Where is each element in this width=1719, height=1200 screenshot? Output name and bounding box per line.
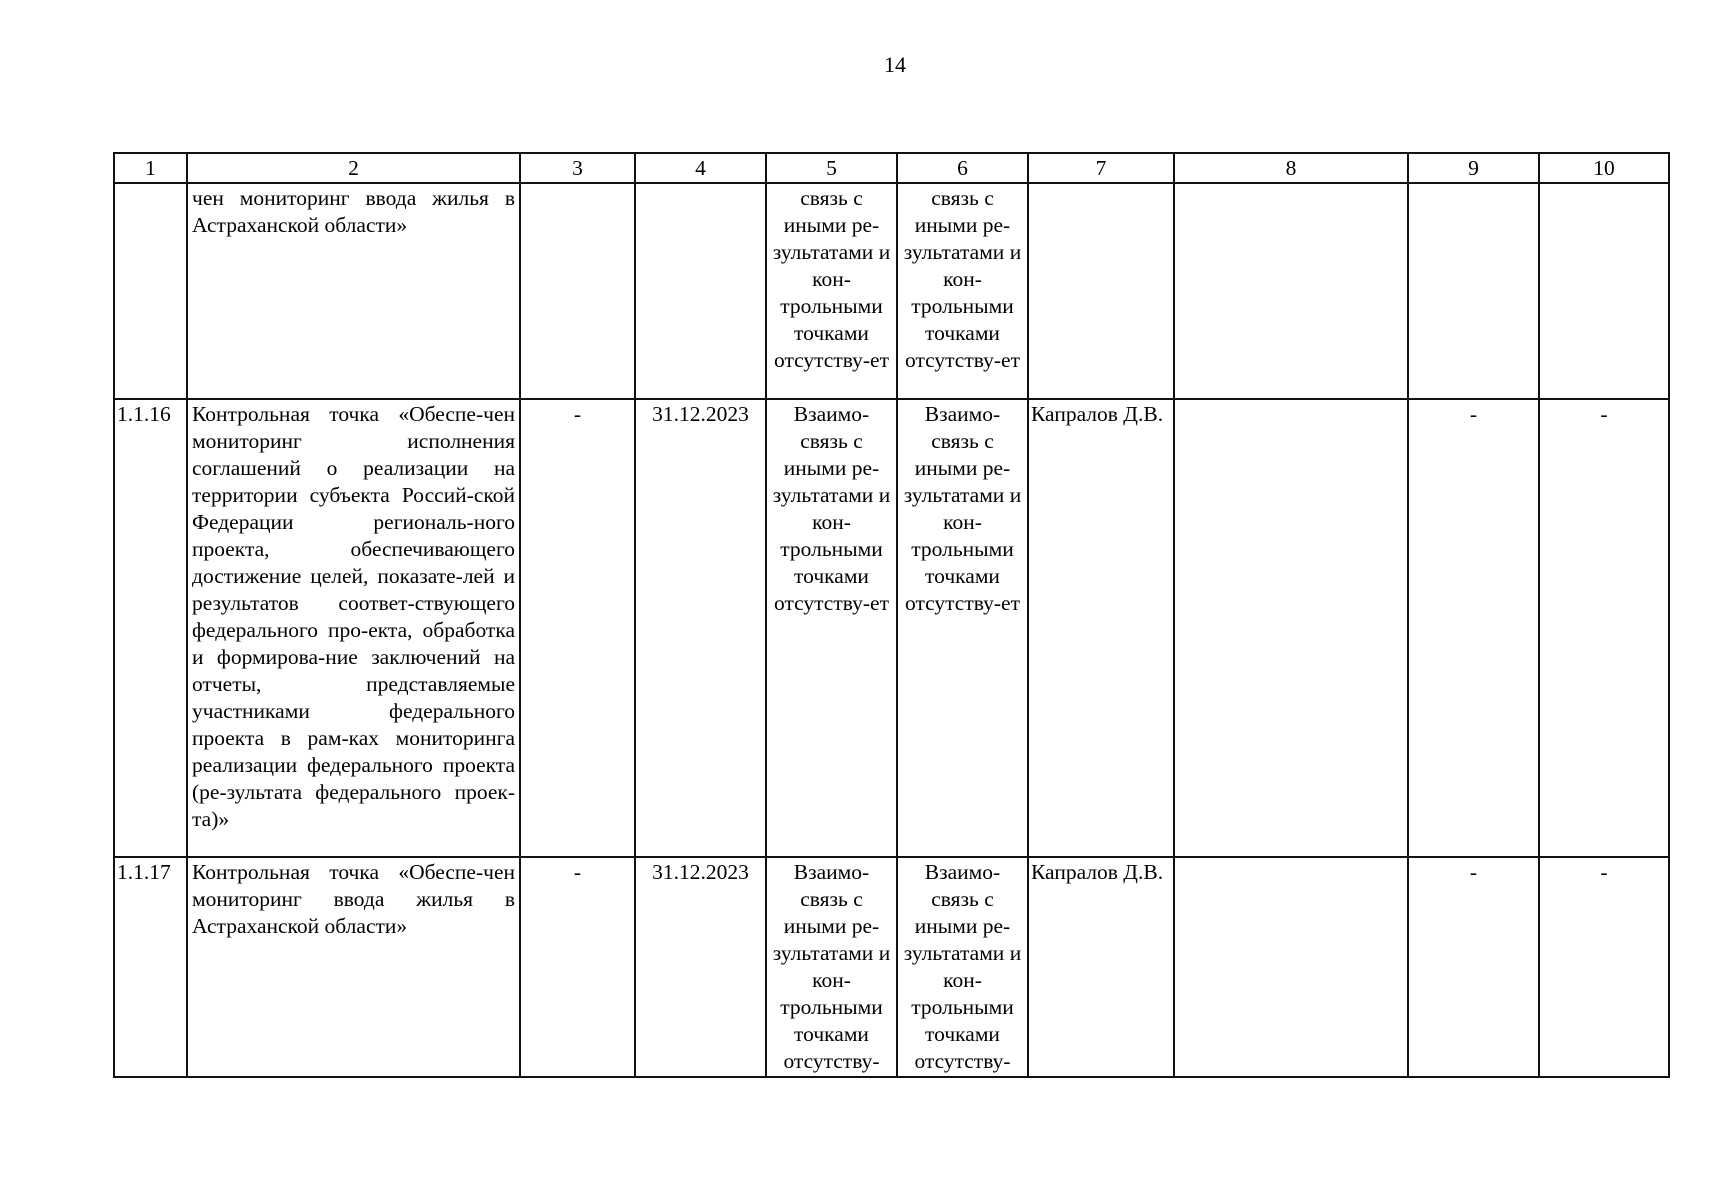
- cell-responsible: [1028, 183, 1174, 399]
- column-header: 10: [1539, 153, 1669, 183]
- cell-col10: [1539, 183, 1669, 399]
- column-header: 7: [1028, 153, 1174, 183]
- column-header: 4: [635, 153, 766, 183]
- cell-col3: [520, 183, 635, 399]
- cell-date: 31.12.2023: [635, 399, 766, 857]
- column-header: 2: [187, 153, 520, 183]
- column-header: 5: [766, 153, 897, 183]
- cell-col8: [1174, 183, 1408, 399]
- cell-date: 31.12.2023: [635, 857, 766, 1077]
- cell-date: [635, 183, 766, 399]
- cell-col10: -: [1539, 399, 1669, 857]
- cell-relation-5: Взаимо-связь с иными ре-зультатами и кон-трольными точками отсутству-: [766, 857, 897, 1077]
- cell-relation-6: Взаимо-связь с иными ре-зультатами и кон-трольными точками отсутству-: [897, 857, 1028, 1077]
- column-header: 9: [1408, 153, 1539, 183]
- cell-relation-6: связь с иными ре-зультатами и кон-трольными точками отсутству-ет: [897, 183, 1028, 399]
- table-row: [114, 183, 1669, 399]
- cell-col9: [1408, 183, 1539, 399]
- table-row: [114, 857, 1669, 1077]
- row-description: Контрольная точка «Обеспе-чен мониторинг ввода жилья в Астраханской области»: [187, 857, 520, 1077]
- table-row: [114, 399, 1669, 857]
- cell-col9: -: [1408, 857, 1539, 1077]
- column-header: 8: [1174, 153, 1408, 183]
- cell-responsible: Капралов Д.В.: [1028, 857, 1174, 1077]
- row-description: Контрольная точка «Обеспе-чен мониторинг исполнения соглашений о реализации на территории субъекта Россий-ской Федерации региональ-ного проекта, обеспечивающего достижение целей, показате-лей и результатов соответ-ствующего федерального про-екта, обработка и формирова-ние заключений на отчеты, представляемые участниками федерального проекта в рам-ках мониторинга реализации федерального проекта (ре-зультата федерального проек-та)»: [187, 399, 520, 857]
- row-number: [114, 183, 187, 399]
- cell-col3: -: [520, 399, 635, 857]
- page-number: 14: [884, 52, 906, 77]
- cell-relation-5: связь с иными ре-зультатами и кон-трольными точками отсутству-ет: [766, 183, 897, 399]
- plan-table: [113, 152, 1670, 1078]
- cell-relation-5: Взаимо-связь с иными ре-зультатами и кон-трольными точками отсутству-ет: [766, 399, 897, 857]
- cell-col3: -: [520, 857, 635, 1077]
- column-header: 3: [520, 153, 635, 183]
- column-header: 1: [114, 153, 187, 183]
- cell-col8: [1174, 857, 1408, 1077]
- cell-responsible: Капралов Д.В.: [1028, 399, 1174, 857]
- cell-relation-6: Взаимо-связь с иными ре-зультатами и кон-трольными точками отсутству-ет: [897, 399, 1028, 857]
- row-description: чен мониторинг ввода жилья в Астраханской области»: [187, 183, 520, 399]
- table-header-row: [114, 153, 1669, 183]
- cell-col10: -: [1539, 857, 1669, 1077]
- cell-col8: [1174, 399, 1408, 857]
- row-number: 1.1.17: [114, 857, 187, 1077]
- row-number: 1.1.16: [114, 399, 187, 857]
- cell-col9: -: [1408, 399, 1539, 857]
- column-header: 6: [897, 153, 1028, 183]
